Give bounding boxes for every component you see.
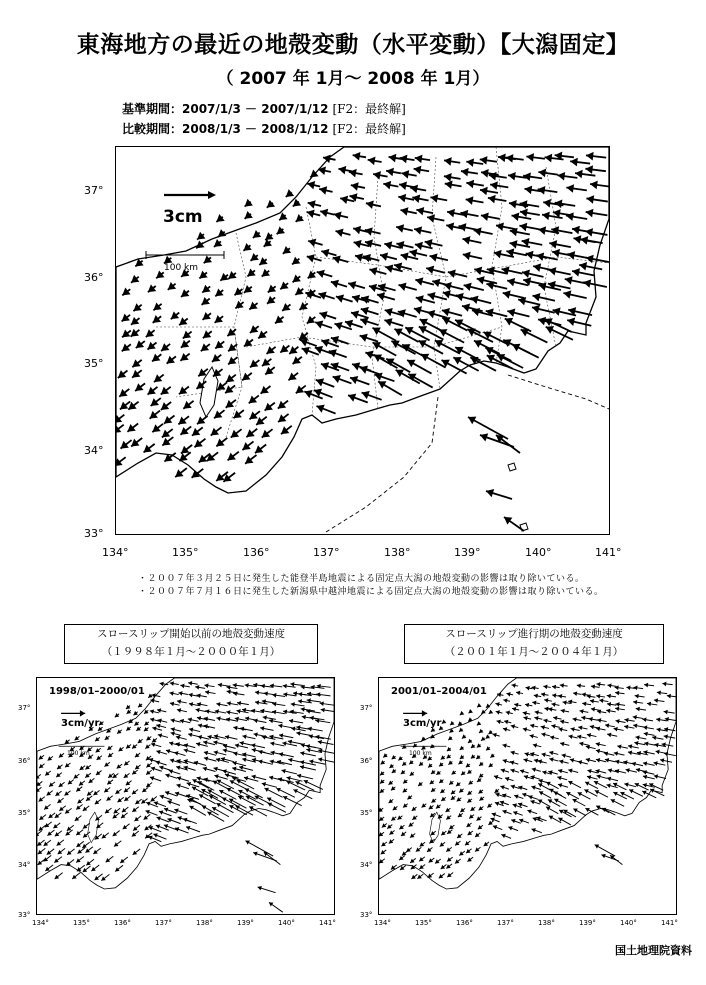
page-subtitle: （ 2007 年 1月～ 2008 年 1月） — [216, 69, 490, 89]
land-izu-islands — [508, 463, 528, 531]
vector-arrowhead — [269, 902, 273, 906]
lon-tick-140: 140° — [525, 546, 552, 559]
vector-arrowhead — [267, 200, 275, 208]
small-map-lon-tick: 138° — [196, 919, 213, 927]
vector-arrowhead — [175, 469, 183, 477]
small-map-lat-tick: 35° — [360, 809, 373, 817]
lat-tick-36: 36° — [84, 271, 104, 284]
panel-heading-1-line1: スロースリップ開始以前の地殻変動速度 — [96, 628, 286, 640]
vector-arrowhead — [286, 189, 294, 197]
small-map-lat-tick: 35° — [18, 809, 31, 817]
comparison-period-note: [F2：最終解] — [332, 122, 406, 136]
small-map-lat-tick: 37° — [360, 704, 373, 712]
main-map-canvas — [116, 147, 609, 534]
lat-tick-37: 37° — [84, 184, 104, 197]
small-map-2 — [378, 677, 677, 915]
vector-arrowhead — [460, 711, 464, 715]
vector-arrowhead — [80, 710, 85, 716]
vector-arrowhead — [55, 875, 59, 879]
main-map — [115, 146, 610, 535]
small-map-lon-tick: 136° — [114, 919, 131, 927]
small-map-lat-tick: 36° — [18, 757, 31, 765]
vector-arrowhead — [442, 719, 446, 723]
small-map-2-label: 2001/01–2004/01 — [391, 686, 487, 697]
vector-arrowhead — [245, 199, 253, 207]
small-map-lon-tick: 136° — [456, 919, 473, 927]
panel-heading-2-line1: スロースリップ進行期の地殻変動速度 — [445, 628, 623, 640]
small-map-lon-tick: 134° — [32, 919, 49, 927]
lon-tick-135: 135° — [172, 546, 199, 559]
panel-heading-1 — [64, 624, 318, 664]
lon-tick-139: 139° — [454, 546, 481, 559]
small-map-1-distance-scale: 100 km — [67, 750, 90, 757]
panel-heading-2 — [404, 624, 664, 664]
lon-tick-136: 136° — [243, 546, 270, 559]
source-credit: 国土地理院資料 — [615, 944, 692, 957]
trough-line-east — [508, 375, 609, 409]
small-map-lat-tick: 36° — [360, 757, 373, 765]
vector-arrowhead — [216, 214, 224, 222]
small-map-lat-tick: 33° — [360, 911, 373, 919]
panel-heading-2-line2: （２００１年１月～２００４年１月） — [444, 646, 624, 658]
footnote-2: ・２００７年７月１６日に発生した新潟県中越沖地震による固定点大潟の地殻変動の影響は取り除いている。 — [138, 587, 604, 597]
lon-tick-138: 138° — [384, 546, 411, 559]
comparison-period — [122, 120, 406, 137]
lat-tick-35: 35° — [84, 357, 104, 370]
small-map-lon-tick: 137° — [497, 919, 514, 927]
lon-tick-141: 141° — [595, 546, 622, 559]
lon-tick-137: 137° — [313, 546, 340, 559]
panel-heading-1-line2: （１９９８年１月～２０００年１月） — [101, 646, 281, 658]
small-map-2-canvas — [379, 678, 676, 914]
lat-tick-33: 33° — [84, 527, 104, 540]
vector-arrowhead — [468, 717, 472, 721]
small-map-2-scale-vector: 3cm/yr — [403, 718, 442, 729]
reference-period — [122, 100, 406, 117]
vector-arrowhead — [264, 852, 268, 856]
small-map-1-scale-vector: 3cm/yr — [61, 718, 100, 729]
small-map-lat-tick: 34° — [360, 861, 373, 869]
distance-scale-label: 100 km — [164, 263, 199, 273]
reference-period-label: 基準期間：2007/1/3 － 2007/1/12 — [122, 102, 329, 116]
vector-arrowhead — [504, 517, 512, 525]
vector-arrowhead — [477, 703, 481, 707]
vector-arrowhead — [422, 710, 427, 716]
reference-period-note: [F2：最終解] — [332, 102, 406, 116]
page-title: 東海地方の最近の地殻変動（水平変動）【大潟固定】 — [76, 32, 630, 58]
small-map-1 — [36, 677, 335, 915]
vector-arrow — [245, 841, 273, 856]
comparison-period-label: 比較期間：2008/1/3 － 2008/1/12 — [122, 122, 329, 136]
vector-arrowhead — [421, 736, 425, 740]
small-map-lon-tick: 140° — [278, 919, 295, 927]
small-map-lon-tick: 139° — [579, 919, 596, 927]
small-map-lon-tick: 135° — [415, 919, 432, 927]
vector-arrowhead — [458, 721, 462, 725]
vector-arrowhead — [160, 682, 164, 687]
vector-arrowhead — [417, 875, 421, 879]
lon-tick-134: 134° — [102, 546, 129, 559]
small-map-1-canvas — [37, 678, 334, 914]
small-map-2-distance-scale: 100 km — [409, 750, 432, 757]
small-map-lon-tick: 138° — [538, 919, 555, 927]
vector-arrowhead — [218, 229, 226, 237]
vector-arrowhead — [468, 709, 472, 713]
small-map-lon-tick: 135° — [73, 919, 90, 927]
vector-arrowhead — [72, 875, 76, 879]
small-map-lon-tick: 141° — [319, 919, 336, 927]
small-map-lat-tick: 37° — [18, 704, 31, 712]
lat-tick-34: 34° — [84, 444, 104, 457]
vector-arrowhead — [450, 721, 454, 725]
small-map-1-label: 1998/01–2000/01 — [49, 686, 145, 697]
vector-arrowhead — [148, 693, 152, 697]
small-map-lon-tick: 141° — [661, 919, 678, 927]
small-map-lon-tick: 137° — [155, 919, 172, 927]
small-map-lat-tick: 33° — [18, 911, 31, 919]
small-map-lon-tick: 140° — [620, 919, 637, 927]
footnote-1: ・２００７年３月２５日に発生した能登半島地震による固定点大潟の地殻変動の影響は取り除いている。 — [138, 574, 585, 584]
vector-arrowhead — [411, 875, 415, 879]
vector-arrowhead — [245, 211, 253, 219]
vector-arrowhead — [197, 232, 205, 240]
small-map-lon-tick: 139° — [237, 919, 254, 927]
small-map-lon-tick: 134° — [374, 919, 391, 927]
scale-vector-label: 3cm — [163, 207, 203, 227]
small-map-lat-tick: 34° — [18, 861, 31, 869]
